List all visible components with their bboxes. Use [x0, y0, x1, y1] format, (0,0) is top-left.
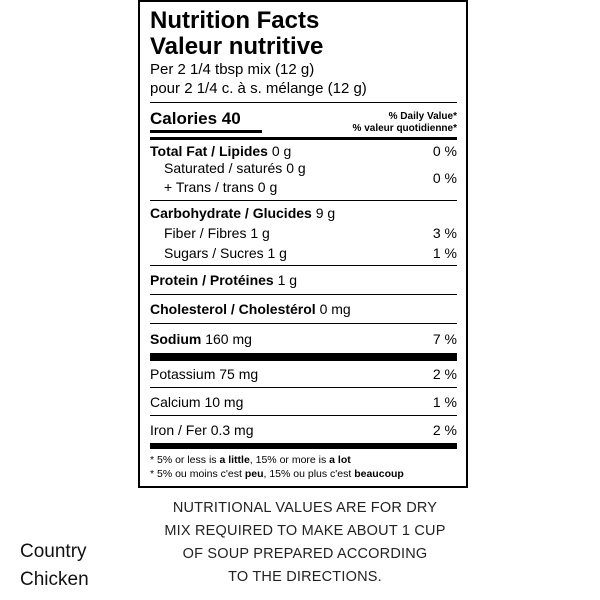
potassium-pct: 2 % — [432, 366, 457, 382]
fiber-amount: 1 g — [250, 225, 270, 241]
nutrition-facts-panel — [138, 0, 468, 488]
saturated-label: Saturated / saturés — [164, 160, 283, 176]
cholesterol-row — [150, 295, 457, 323]
fat-row — [150, 143, 457, 159]
sat-trans-row — [150, 159, 457, 197]
note-line: NUTRITIONAL VALUES ARE FOR DRY — [172, 500, 438, 516]
carb-row — [150, 203, 457, 223]
sodium-row — [150, 324, 457, 353]
footnote-en: * 5% or less is a little, 15% or more is a lot — [150, 454, 351, 466]
calcium-amount: 10 mg — [204, 393, 244, 410]
fiber-pct: 3 % — [432, 225, 457, 241]
product-name — [20, 538, 89, 594]
title-fr: Valeur nutritive — [150, 33, 324, 60]
cholesterol-label: Cholesterol / Cholestérol — [150, 301, 316, 317]
daily-value-header-fr: % valeur quotidienne* — [352, 123, 457, 134]
sugars-row — [150, 243, 457, 263]
iron-pct: 2 % — [432, 421, 457, 438]
note-line: OF SOUP PREPARED ACCORDING — [182, 546, 428, 562]
daily-value-header — [353, 111, 457, 135]
product-name-line: Chicken — [20, 569, 89, 590]
protein-row — [150, 266, 457, 294]
sodium-label: Sodium — [150, 330, 202, 347]
iron-amount: 0.3 mg — [210, 421, 254, 438]
protein-amount: 1 g — [277, 272, 298, 288]
potassium-label: Potassium — [150, 366, 216, 382]
calcium-pct: 1 % — [432, 393, 457, 410]
sodium-amount: 160 mg — [205, 330, 252, 347]
preparation-note — [140, 497, 470, 589]
serving-size-en: Per 2 1/4 tbsp mix (12 g) — [150, 61, 315, 78]
sugars-amount: 1 g — [267, 245, 287, 261]
fat-amount: 0 g — [271, 143, 292, 159]
calcium-label: Calcium — [150, 393, 201, 410]
fiber-row — [150, 223, 457, 243]
calcium-row — [150, 388, 457, 415]
saturated-amount: 0 g — [286, 160, 306, 176]
fat-label: Total Fat / Lipides — [150, 143, 268, 159]
sugars-label: Sugars / Sucres — [164, 245, 264, 261]
footnote — [150, 449, 457, 481]
protein-label: Protein / Protéines — [150, 272, 274, 288]
carb-amount: 9 g — [315, 205, 336, 221]
calories-label: Calories 40 — [150, 109, 262, 133]
carb-label: Carbohydrate / Glucides — [150, 205, 312, 221]
calories-row — [150, 103, 457, 135]
carb-group — [150, 201, 457, 265]
footnote-fr: * 5% ou moins c'est peu, 15% ou plus c'est beaucoup — [150, 468, 404, 480]
potassium-row — [150, 361, 457, 387]
sat-trans-pct: 0 % — [432, 170, 457, 186]
serving-size-fr: pour 2 1/4 c. à s. mélange (12 g) — [150, 80, 367, 97]
product-name-line: Country — [20, 541, 87, 562]
trans-amount: 0 g — [257, 179, 278, 195]
fat-pct: 0 % — [432, 143, 457, 159]
note-line: MIX REQUIRED TO MAKE ABOUT 1 CUP — [164, 523, 446, 539]
sugars-pct: 1 % — [432, 245, 457, 261]
divider — [150, 353, 457, 361]
potassium-amount: 75 mg — [219, 366, 259, 382]
trans-label: + Trans / trans — [164, 179, 254, 195]
title-en: Nutrition Facts — [150, 7, 320, 34]
fat-group — [150, 140, 457, 200]
iron-label: Iron / Fer — [150, 421, 207, 438]
fiber-label: Fiber / Fibres — [164, 225, 247, 241]
sodium-pct: 7 % — [432, 330, 457, 347]
daily-value-header-en: % Daily Value* — [388, 111, 457, 122]
note-line: TO THE DIRECTIONS. — [228, 569, 382, 585]
iron-row — [150, 416, 457, 443]
cholesterol-amount: 0 mg — [319, 301, 351, 317]
